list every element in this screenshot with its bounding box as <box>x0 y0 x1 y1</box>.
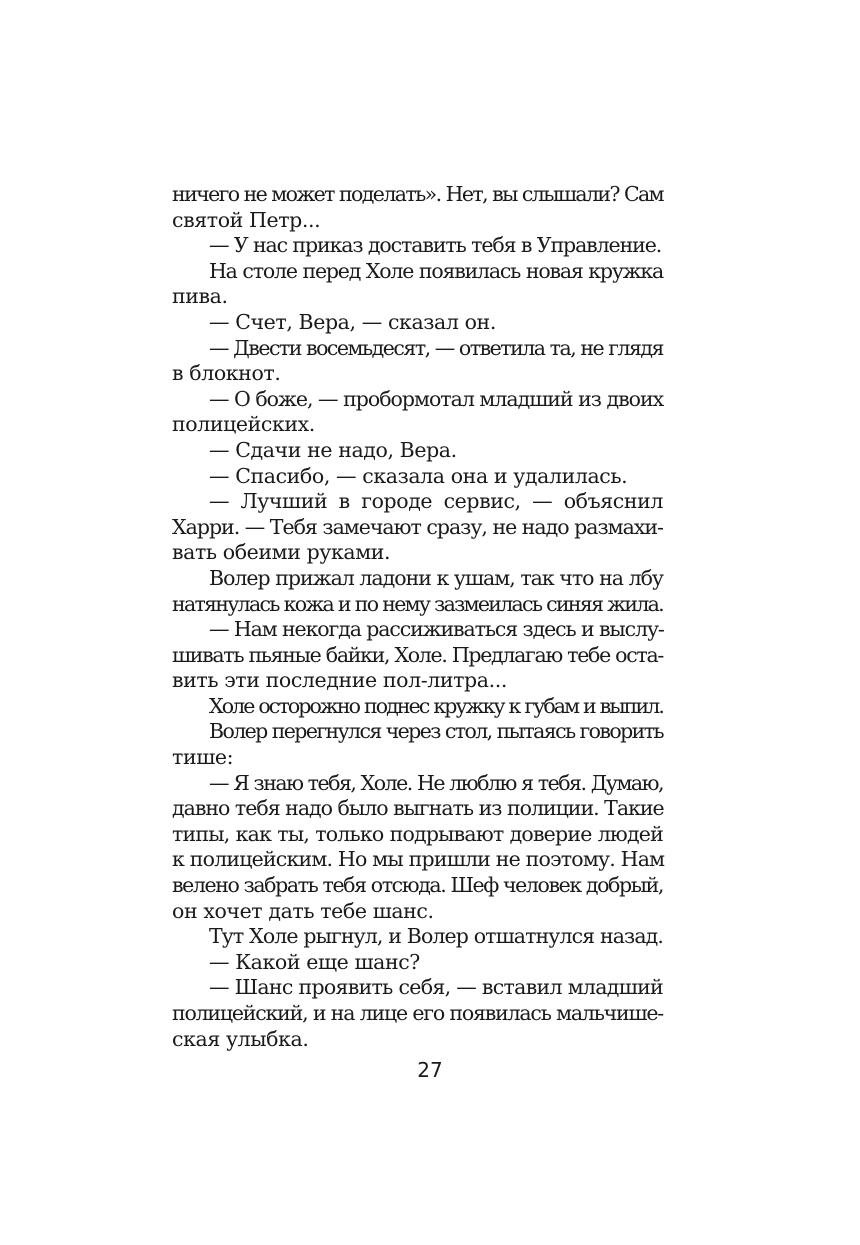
text-line: — Спасибо, — сказала она и удалилась. <box>209 463 628 488</box>
text-line: — О боже, — пробормотал младший из двоих <box>209 386 664 411</box>
text-line: — Я знаю тебя, Холе. Не люблю я тебя. Думаю, <box>209 770 663 795</box>
text-line: типы, как ты, только подрывают доверие людей <box>172 821 663 846</box>
text-line: тише: <box>172 745 234 770</box>
text-line: он хочет дать тебе шанс. <box>172 898 434 923</box>
text-line: На столе перед Холе появилась новая кружка <box>209 258 663 283</box>
text-line: — Сдачи не надо, Вера. <box>209 437 457 462</box>
text-line: в блокнот. <box>172 361 281 386</box>
text-line: ская улыбка. <box>172 1026 309 1051</box>
text-line: — Счет, Вера, — сказал он. <box>209 309 496 334</box>
text-line: вать обеими руками. <box>172 540 391 565</box>
text-line: Холе осторожно поднес кружку к губам и выпил. <box>209 693 663 718</box>
text-line: шивать пьяные байки, Холе. Предлагаю тебе оста- <box>172 642 663 667</box>
text-line: Тут Холе рыгнул, и Волер отшатнулся назад. <box>209 924 663 949</box>
text-line: к полицейским. Но мы пришли не поэтому. Нам <box>172 847 665 872</box>
text-line: велено забрать тебя отсюда. Шеф человек добрый, <box>172 873 663 898</box>
text-line: — Какой еще шанс? <box>209 949 420 974</box>
text-line: вить эти последние пол-литра... <box>172 668 507 693</box>
text-line: — Шанс проявить себя, — вставил младший <box>209 975 663 1000</box>
text-line: полицейских. <box>172 412 315 437</box>
text-line: Волер прижал ладони к ушам, так что на лбу <box>209 565 663 590</box>
text-line: пива. <box>172 284 228 309</box>
text-line: — Нам некогда рассиживаться здесь и выслу- <box>209 617 664 642</box>
text-line: святой Петр... <box>172 207 321 232</box>
text-line: Волер перегнулся через стол, пытаясь говорить <box>209 719 663 744</box>
text-line: Харри. — Тебя замечают сразу, не надо размахи- <box>172 514 663 539</box>
page-body-text <box>172 182 663 1052</box>
text-line: натянулась кожа и по нему зазмеилась синяя жила. <box>172 591 663 616</box>
text-line: ничего не может поделать». Нет, вы слышали? Сам <box>172 182 663 206</box>
text-line: давно тебя надо было выгнать из полиции. Такие <box>172 796 664 821</box>
text-line: — Лучший в городе сервис, — объяснил <box>209 489 663 514</box>
text-line: — У нас приказ доставить тебя в Управление. <box>209 233 662 258</box>
page-number: 27 <box>417 1058 443 1082</box>
text-line: полицейский, и на лице его появилась мальчише- <box>172 1001 663 1025</box>
text-line: — Двести восемьдесят, — ответила та, не глядя <box>209 335 663 360</box>
